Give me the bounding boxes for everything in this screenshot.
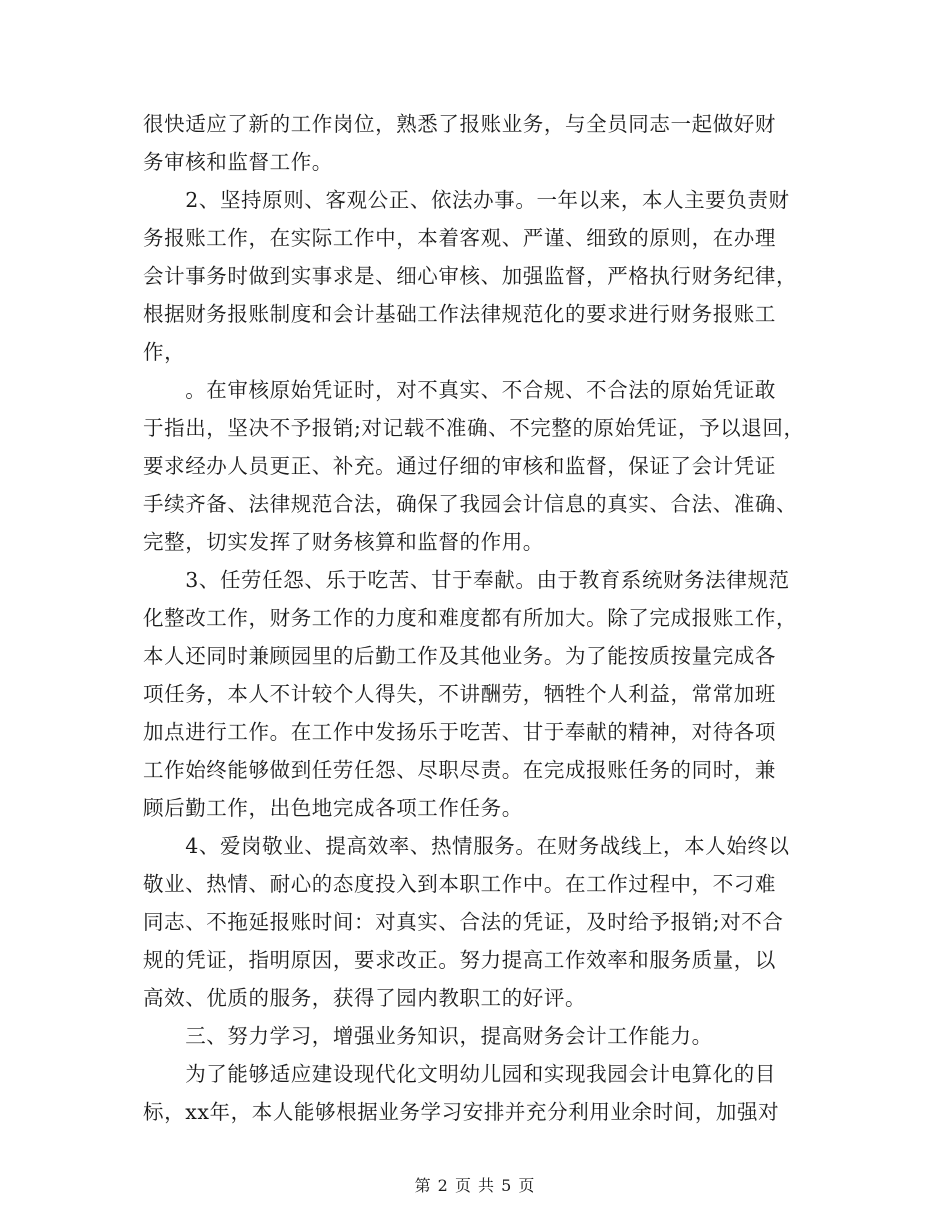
text-line: 加点进行工作。在工作中发扬乐于吃苦、甘于奉献的精神，对待各项 — [143, 720, 776, 744]
text-line: 本人还同时兼顾园里的后勤工作及其他业务。为了能按质按量完成各 — [143, 644, 776, 668]
text-line: 于指出，坚决不予报销;对记载不准确、不完整的原始凭证，予以退回， — [143, 416, 805, 440]
text-line: 要求经办人员更正、补充。通过仔细的审核和监督，保证了会计凭证 — [143, 454, 776, 478]
text-line: 化整改工作，财务工作的力度和难度都有所加大。除了完成报账工作， — [143, 606, 798, 630]
text-line: 务报账工作，在实际工作中，本着客观、严谨、细致的原则，在办理 — [143, 226, 776, 250]
text-line: 4、爱岗敬业、提高效率、热情服务。在财务战线上，本人始终以 — [143, 834, 790, 858]
text-line: 很快适应了新的工作岗位，熟悉了报账业务，与全员同志一起做好财 — [143, 112, 776, 136]
text-line: 敬业、热情、耐心的态度投入到本职工作中。在工作过程中，不刁难 — [143, 872, 776, 896]
text-line: 根据财务报账制度和会计基础工作法律规范化的要求进行财务报账工 — [143, 302, 776, 326]
text-line: 高效、优质的服务，获得了园内教职工的好评。 — [143, 986, 587, 1010]
text-line: 为了能够适应建设现代化文明幼儿园和实现我园会计电算化的目 — [143, 1062, 776, 1086]
text-line: 2、坚持原则、客观公正、依法办事。一年以来，本人主要负责财 — [143, 188, 790, 212]
text-line: 会计事务时做到实事求是、细心审核、加强监督，严格执行财务纪律， — [143, 264, 798, 288]
text-line: 3、任劳任怨、乐于吃苦、甘于奉献。由于教育系统财务法律规范 — [143, 568, 790, 592]
page-footer: 第 2 页 共 5 页 — [414, 1176, 536, 1195]
text-line: 工作始终能够做到任劳任怨、尽职尽责。在完成报账任务的同时，兼 — [143, 758, 776, 782]
text-line: 作， — [143, 340, 186, 364]
text-line: 务审核和监督工作。 — [143, 150, 333, 174]
text-line: 项任务，本人不计较个人得失，不讲酬劳，牺牲个人利益，常常加班 — [143, 682, 776, 706]
text-line: 同志、不拖延报账时间：对真实、合法的凭证，及时给予报销;对不合 — [143, 910, 784, 934]
text-line: 手续齐备、法律规范合法，确保了我园会计信息的真实、合法、准确、 — [143, 492, 798, 516]
text-line: 规的凭证，指明原因，要求改正。努力提高工作效率和服务质量，以 — [143, 948, 776, 972]
text-line: 三、努力学习，增强业务知识，提高财务会计工作能力。 — [143, 1024, 713, 1048]
text-line: 标，xx年，本人能够根据业务学习安排并充分利用业余时间，加强对 — [143, 1100, 780, 1124]
text-line: 顾后勤工作，出色地完成各项工作任务。 — [143, 796, 523, 820]
text-line: 完整，切实发挥了财务核算和监督的作用。 — [143, 530, 544, 554]
text-line: 。在审核原始凭证时，对不真实、不合规、不合法的原始凭证敢 — [143, 378, 776, 402]
